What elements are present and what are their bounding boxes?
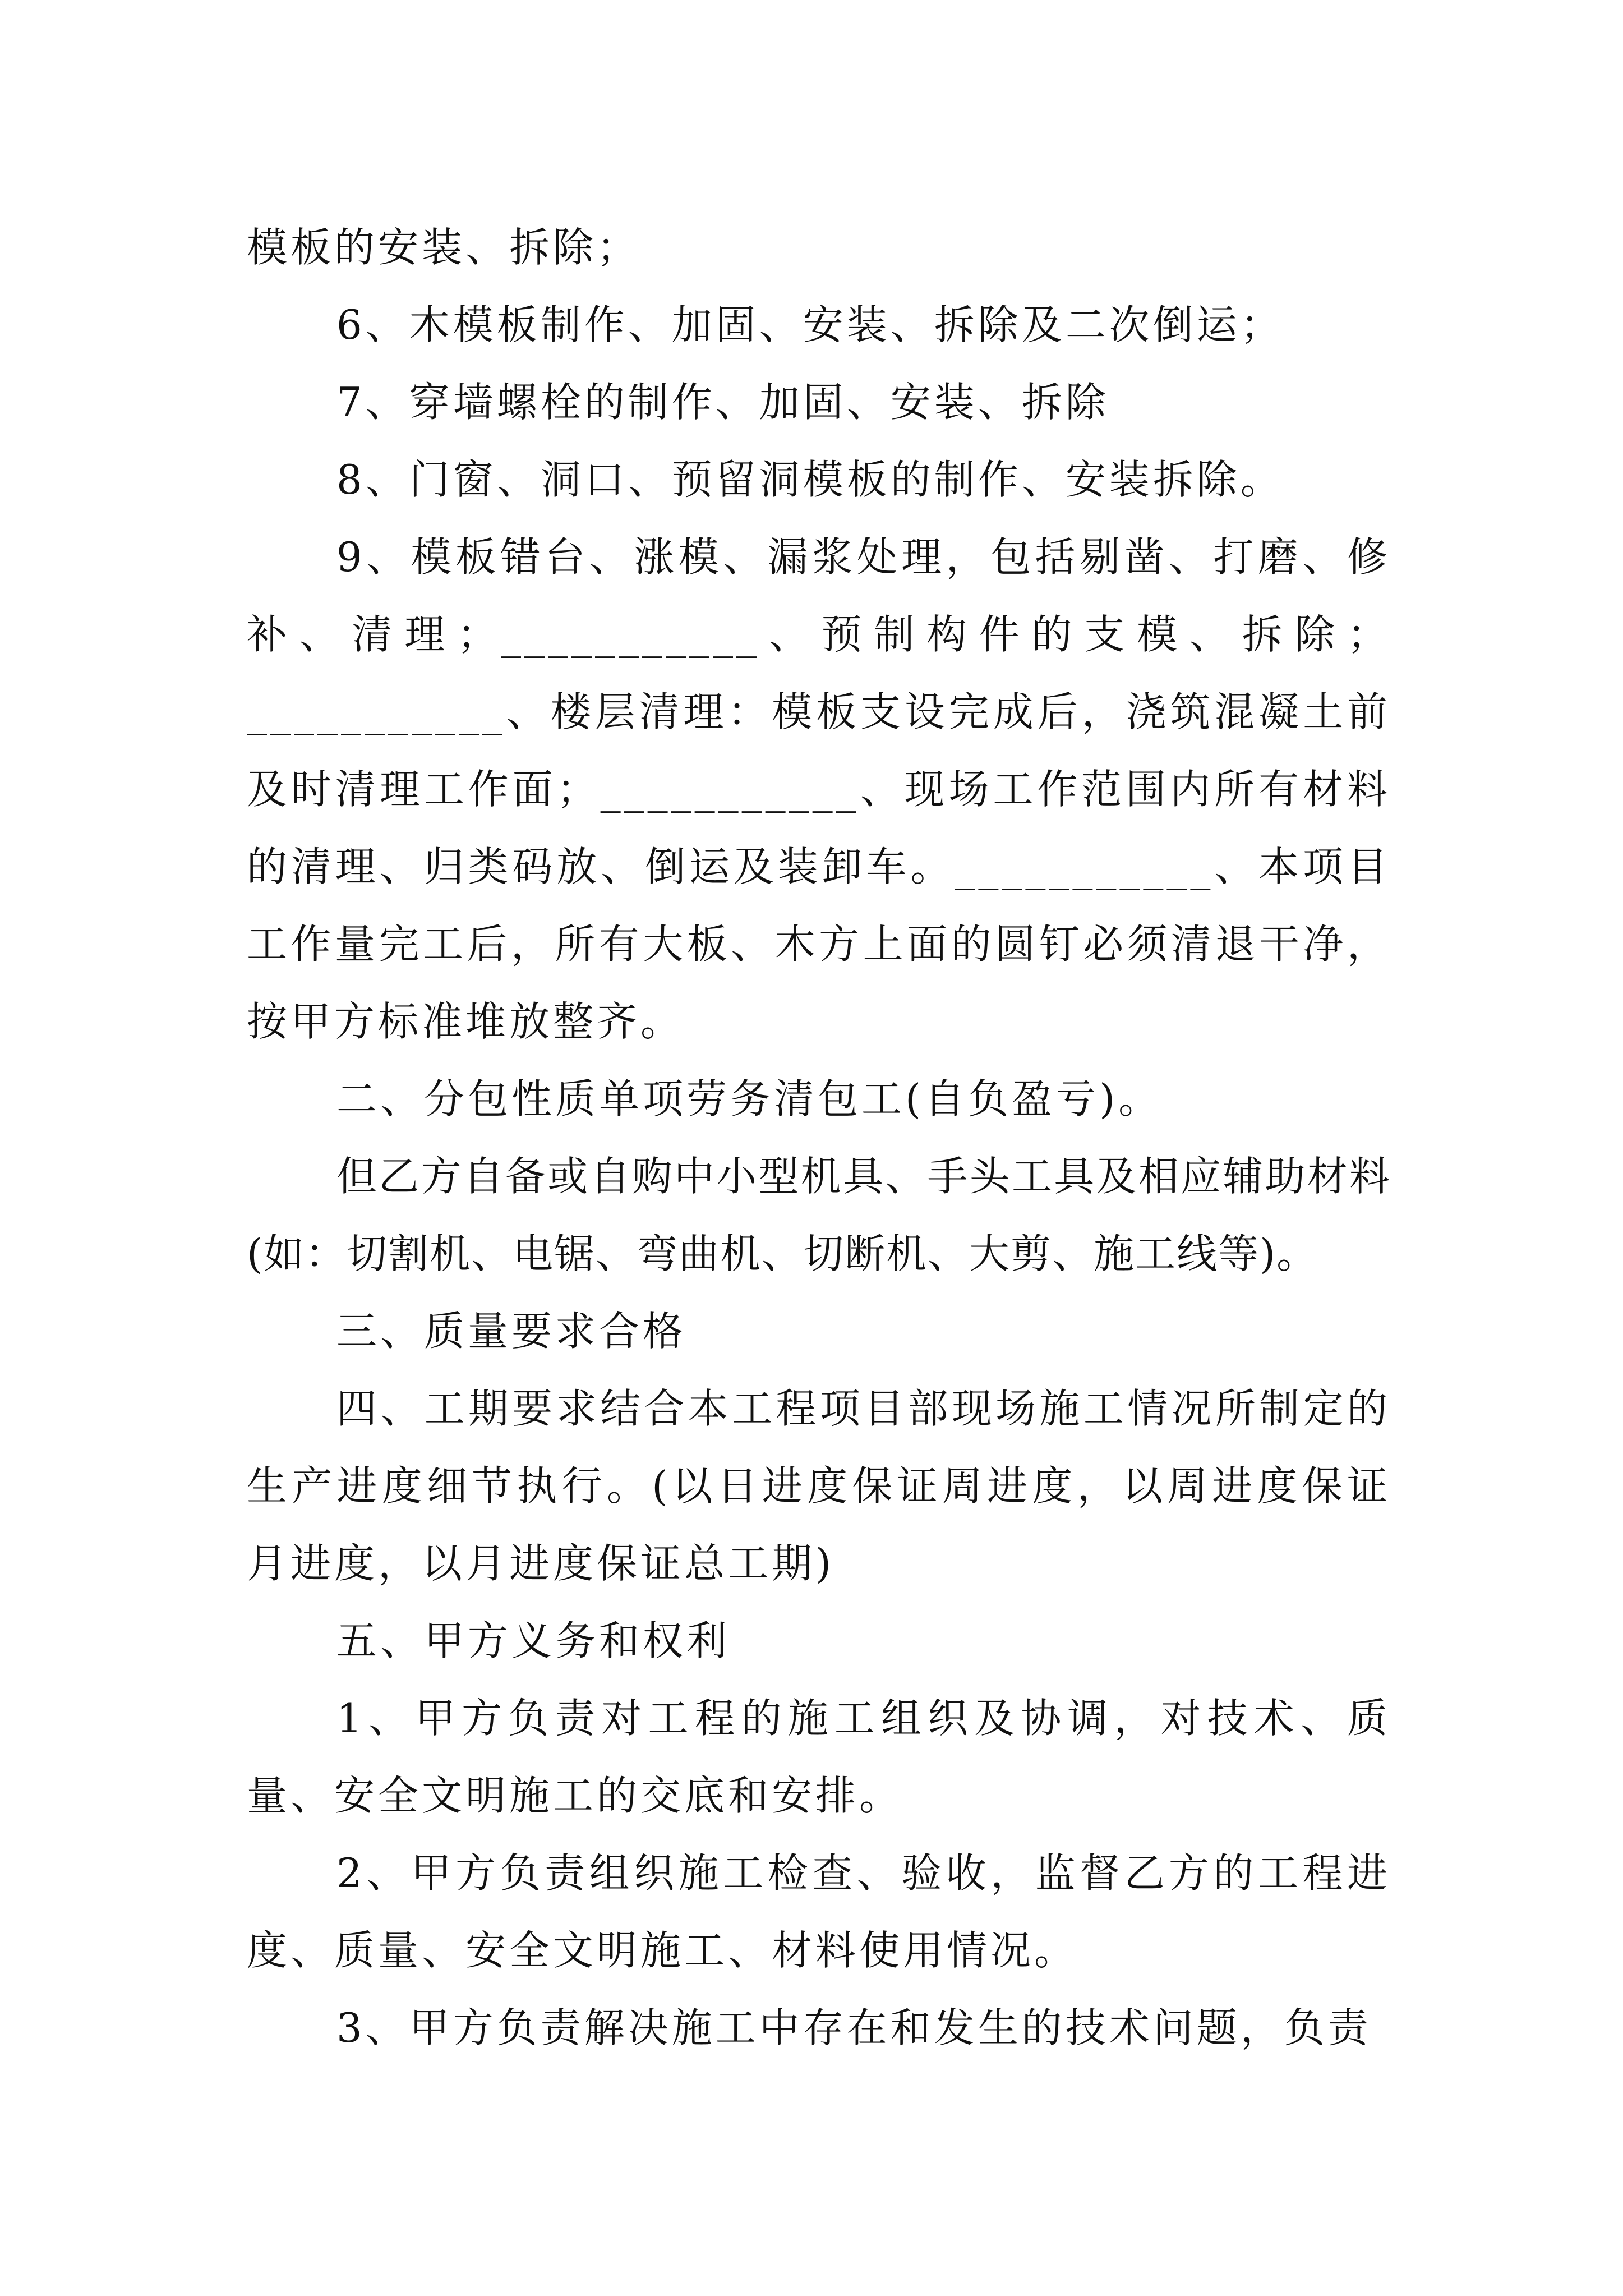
paragraph-item-7: 7、穿墙螺栓的制作、加固、安装、拆除 — [336, 379, 1109, 426]
paragraph-section-2: 二、分包性质单项劳务清包工(自负盈亏)。 — [336, 1075, 1163, 1122]
paragraph-item-6: 6、木模板制作、加固、安装、拆除及二次倒运； — [336, 301, 1284, 348]
paragraph-duty-1: 1、甲方负责对工程的施工组织及协调，对技术、质量、安全文明施工的交底和安排。 — [247, 1695, 1391, 1819]
paragraph-section-5: 五、甲方义务和权利 — [336, 1617, 731, 1664]
paragraph-continuation: 模板的安装、拆除； — [247, 224, 641, 271]
paragraph-tools: 但乙方自备或自购中小型机具、手头工具及相应辅助材料(如：切割机、电锯、弯曲机、切断机、大剪、施工线等)。 — [247, 1153, 1391, 1277]
paragraph-duty-2: 2、甲方负责组织施工检查、验收，监督乙方的工程进度、质量、安全文明施工、材料使用情况。 — [247, 1849, 1391, 1974]
paragraph-section-4: 四、工期要求结合本工程项目部现场施工情况所制定的生产进度细节执行。(以日进度保证周进度，以周进度保证月进度，以月进度保证总工期) — [247, 1385, 1391, 1587]
paragraph-item-8: 8、门窗、洞口、预留洞模板的制作、安装拆除。 — [336, 456, 1284, 503]
paragraph-item-9: 9、模板错台、涨模、漏浆处理，包括剔凿、打磨、修补、清理；___________、预制构件的支模、拆除；___________、楼层清理：模板支设完成后，浇筑混凝土前及时清理工作面；___________、现场工作范围内所有材料的清理、归类码放、倒运及装卸车。___________、本项目工作量完工后，所有大板、木方上面的圆钉必须清退干净，按甲方标准堆放整齐。 — [247, 533, 1391, 1045]
paragraph-section-3: 三、质量要求合格 — [336, 1308, 687, 1355]
document-body — [247, 209, 1391, 2067]
paragraph-duty-3: 3、甲方负责解决施工中存在和发生的技术问题，负责 — [336, 2004, 1372, 2051]
